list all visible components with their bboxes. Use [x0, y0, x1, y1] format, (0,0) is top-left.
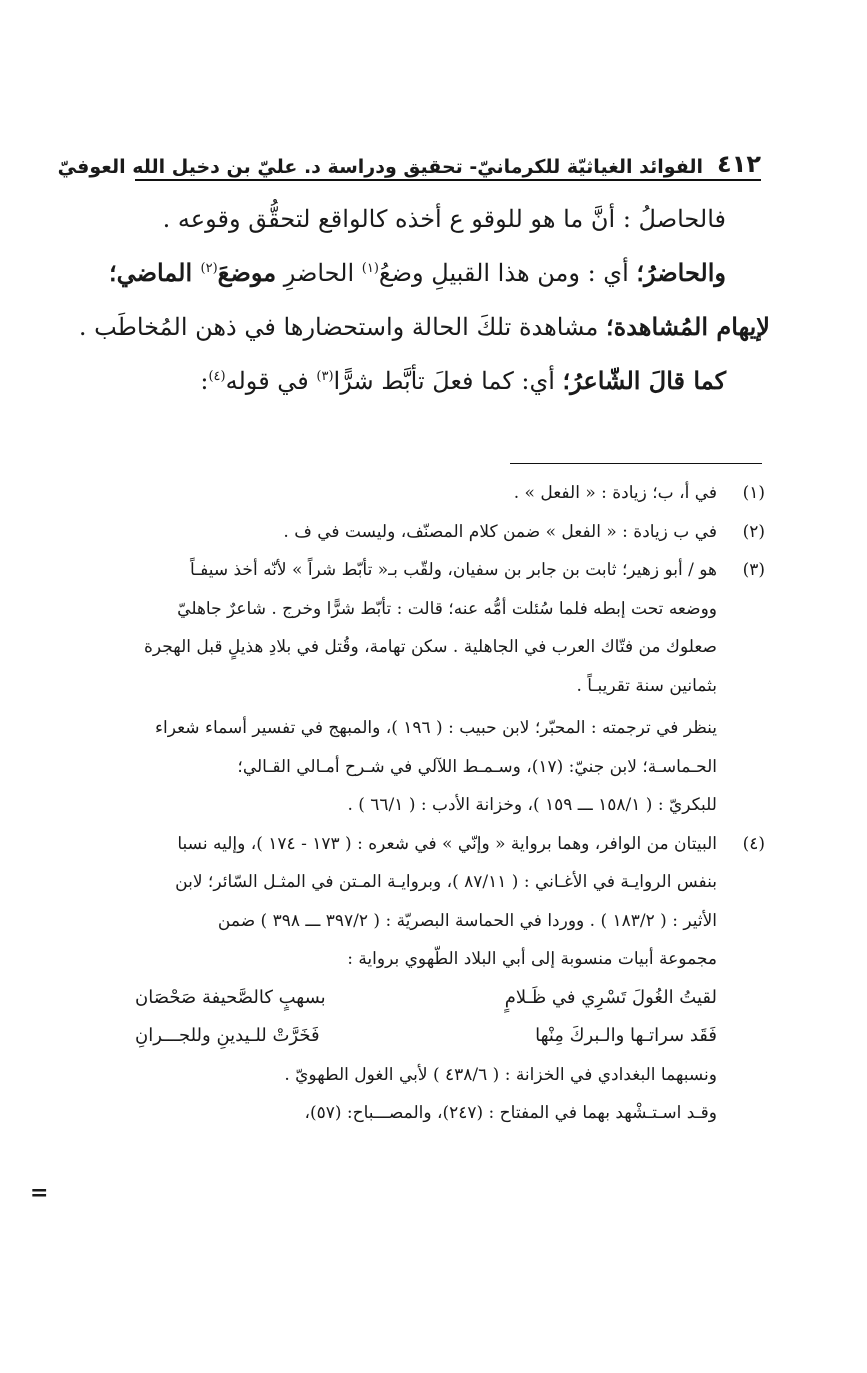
header-rule — [135, 179, 761, 181]
footnote-2 — [45, 513, 765, 552]
footnote-3-reference: للبكريّ : ( ١٥٨/١ ـــ ١٥٩ )، وخزانة الأدب : ( ٦٦/١ ) . — [347, 795, 717, 815]
paragraph-2-text-a: أي : ومن هذا القبيلِ وضعُ — [378, 259, 637, 287]
footnote-2-number: (٢) — [742, 521, 765, 542]
verse-1-first-hemistich: لقيتُ الغُولَ تَسْرِي في ظَـلامٍ — [504, 986, 717, 1008]
paragraph-4-text-a: أي: كما فعلَ تأبَّط شرًّا — [333, 367, 563, 395]
footnote-1-text: في أ، ب؛ زيادة : « الفعل » . — [513, 483, 717, 503]
lemma-mawdia: موضعَ — [217, 258, 277, 287]
lemma-madi: الماضي؛ — [108, 258, 201, 287]
footnote-ref-1[interactable]: (١) — [361, 261, 379, 276]
footnote-4-line: البيتان من الوافر، وهما برواية « وإنّي » في شعره : ( ١٧٣ - ١٧٤ )، وإليه نسبا — [177, 833, 717, 854]
paragraph-2 — [108, 246, 770, 300]
footnote-3-line: هو / أبو زهير؛ ثابت بن جابر بن سفيان، ولقّب بـ« تأبّط شراً » لأنّه أخذ سيفـاً — [189, 560, 717, 580]
footnote-4-line: ونسبهما البغدادي في الخزانة : ( ٤٣٨/٦ ) لأبي الغول الطهويّ . — [284, 1064, 717, 1085]
paragraph-3-text: مشاهدة تلكَ الحالة واستحضارها في ذهن المُخاطَب . — [78, 313, 606, 341]
footnote-4-line: مجموعة أبيات منسوبة إلى أبي البلاد الطّهوي برواية : — [347, 949, 717, 969]
footnote-4-line: بنفس الروايـة في الأغـاني : ( ٨٧/١١ )، وبروايـة المـتن في المثـل السّائر؛ لابن — [175, 872, 717, 892]
paragraph-4-text-b: في قوله — [225, 367, 317, 395]
footnote-ref-2[interactable]: (٢) — [200, 261, 218, 276]
verse-1-second-hemistich: بسهبٍ كالصَّحيفة صَحْصَان — [135, 986, 326, 1008]
paragraph-1-text: فالحاصلُ : أنَّ ما هو للوقو ع أخذه كالواقع لتحقُّق وقوعه . — [162, 205, 726, 233]
footnote-separator — [510, 463, 762, 464]
running-title: الفوائد الغياثيّة للكرمانيّ- تحقيق ودراسة د. عليّ بن دخيل الله العوفيّ — [57, 156, 704, 178]
footnote-4 — [45, 825, 765, 1133]
running-header — [57, 140, 761, 178]
footnote-ref-4[interactable]: (٤) — [208, 369, 226, 384]
verse-line-1 — [45, 979, 717, 1018]
footnote-1 — [45, 474, 765, 513]
verse-2-second-hemistich: فَخَرَّتْ للـيدينِ وللجـــرانِ — [135, 1025, 320, 1046]
page-number: ٤١٢ — [717, 150, 761, 178]
footnote-3-reference: الحـماسـة؛ لابن جنيّ: (١٧)، وسـمـط اللآلي في شـرح أمـالي القـالي؛ — [237, 756, 717, 777]
footnote-3-line: ووضعه تحت إبطه فلما سُئلت أمُّه عنه؛ قالت : تأبّط شرًّا وخرج . شاعرٌ جاهليّ — [177, 598, 717, 619]
lemma-qala: كما قالَ الشّاعرُ؛ — [562, 366, 726, 395]
footnote-1-number: (١) — [742, 483, 765, 503]
lemma-ihaam: لإيهام المُشاهدة؛ — [606, 312, 770, 341]
lemma-hadir: والحاضرُ؛ — [636, 258, 726, 287]
main-text — [78, 192, 770, 408]
paragraph-4 — [120, 354, 770, 408]
paragraph-2-text-b: الحاضرِ — [276, 259, 362, 287]
footnote-ref-3[interactable]: (٣) — [316, 369, 334, 384]
verse-line-2 — [45, 1017, 717, 1056]
footnote-3-line: صعلوك من فتّاك العرب في الجاهلية . سكن تهامة، وقُتل في بلادِ هذيلٍ قبل الهجرة — [143, 637, 717, 657]
footnote-3-line: بثمانين سنة تقريبـاً . — [576, 675, 717, 696]
footnotes — [45, 474, 765, 1133]
paragraph-4-colon: : — [200, 367, 209, 395]
paragraph-1 — [120, 192, 770, 246]
footnote-2-text: في ب زيادة : « الفعل » ضمن كلام المصنّف، وليست في ف . — [283, 521, 717, 542]
footnote-4-number: (٤) — [742, 833, 765, 854]
footnote-3 — [45, 551, 765, 825]
footnote-3-number: (٣) — [742, 560, 765, 580]
footnote-4-line: الأثير : ( ١٨٣/٢ ) . ووردا في الحماسة البصريّة : ( ٣٩٧/٢ ـــ ٣٩٨ ) ضمن — [217, 910, 717, 931]
verse-2-first-hemistich: فَقَد سراتـها والـبركَ مِنْها — [535, 1025, 717, 1046]
footnote-3-reference: ينظر في ترجمته : المحبّر؛ لابن حبيب : ( ١٩٦ )، والمبهج في تفسير أسماء شعراء — [155, 718, 717, 738]
footnote-4-line: وقـد اسـتـشْهد بهما في المفتاح : (٢٤٧)، والمصـــباح: (٥٧)، — [304, 1103, 717, 1123]
continuation-mark: = — [30, 1180, 49, 1206]
paragraph-3 — [78, 300, 770, 354]
